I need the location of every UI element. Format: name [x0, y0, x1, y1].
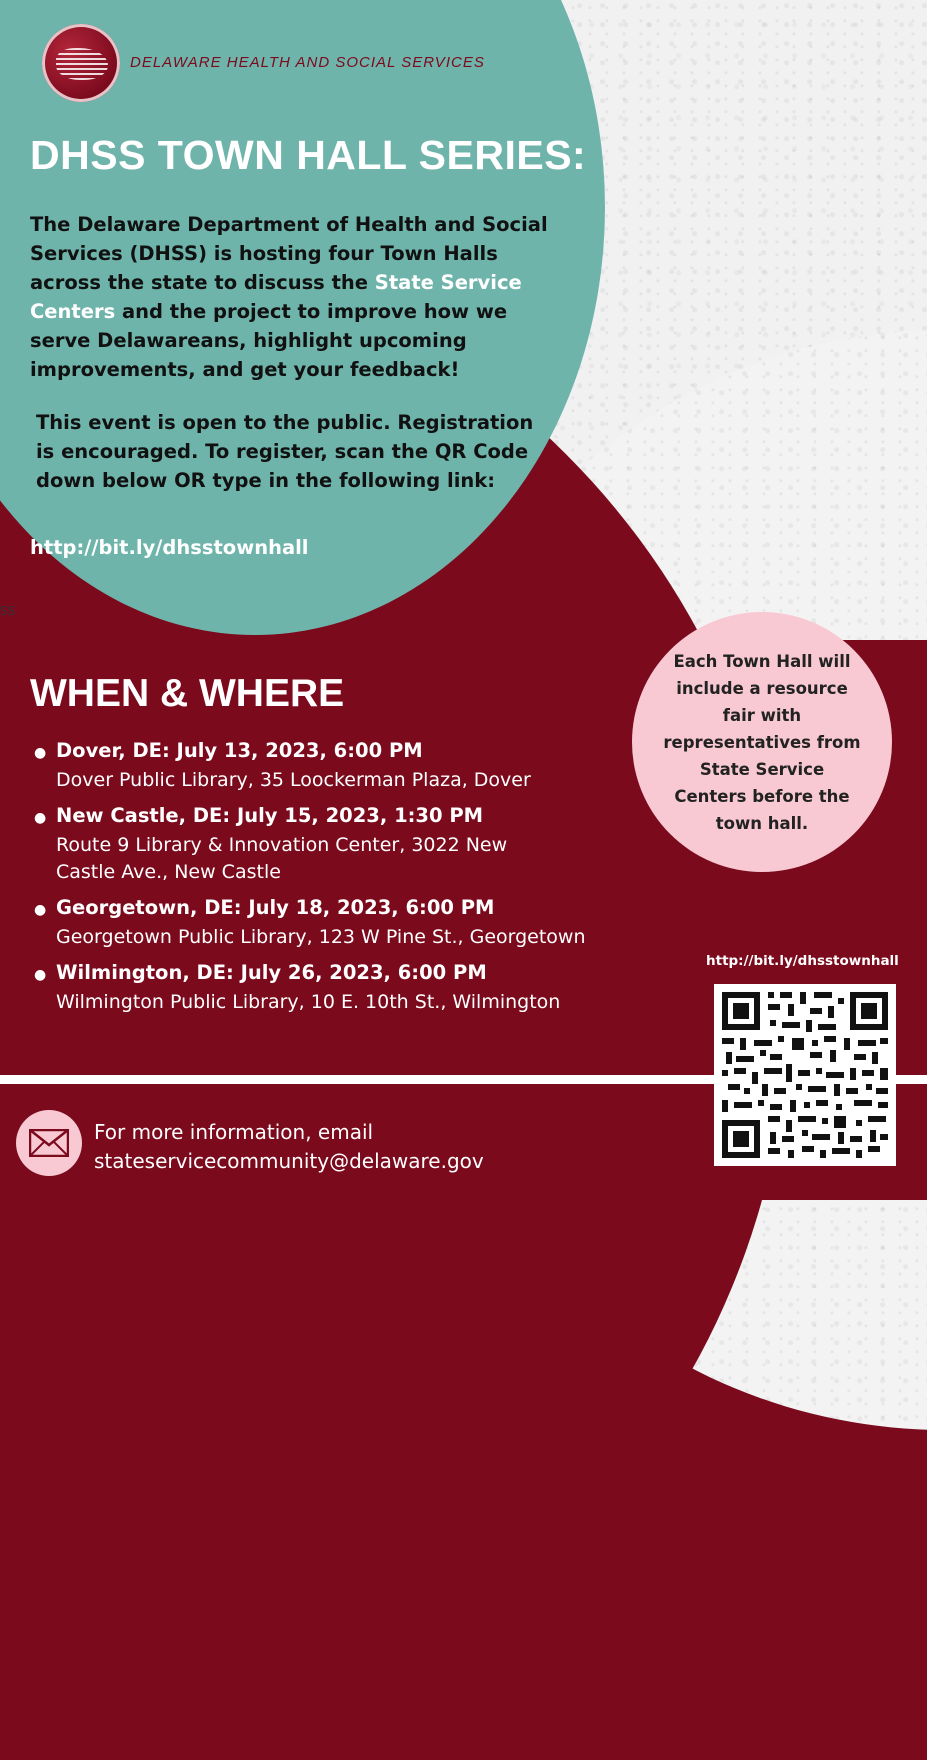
- event-heading: Wilmington, DE: July 26, 2023, 6:00 PM: [56, 961, 487, 984]
- dhss-logo: [42, 24, 120, 102]
- mail-icon: [16, 1110, 82, 1176]
- stray-text: SS: [0, 604, 16, 618]
- contact-email[interactable]: stateservicecommunity@delaware.gov: [94, 1149, 484, 1173]
- list-item: [30, 960, 670, 1016]
- intro-paragraph-2: This event is open to the public. Registration is encouraged. To register, scan the QR Code down below OR type in the following link:: [36, 411, 534, 492]
- callout-text: Each Town Hall will include a resource fair with representatives from State Service Centers before the town hall.: [663, 651, 861, 833]
- event-address: Wilmington Public Library, 10 E. 10th St., Wilmington: [56, 991, 561, 1013]
- event-address: Dover Public Library, 35 Loockerman Plaza, Dover: [56, 769, 531, 791]
- intro-paragraph-1: The Delaware Department of Health and Social Services (DHSS) is hosting four Town Halls across the state to discuss the State Service Centers and the project to improve how we serve Delawareans, highlight upcoming improvements, and get your feedback!: [30, 213, 548, 381]
- events-list: [30, 738, 670, 1025]
- event-address: Georgetown Public Library, 123 W Pine St., Georgetown: [56, 926, 586, 948]
- list-item: [30, 895, 670, 951]
- bullet-icon: ●: [34, 745, 47, 761]
- event-address: Route 9 Library & Innovation Center, 3022 New Castle Ave., New Castle: [56, 834, 508, 883]
- registration-link[interactable]: http://bit.ly/dhsstownhall: [30, 536, 309, 559]
- org-name: DELAWARE HEALTH AND SOCIAL SERVICES: [130, 54, 485, 71]
- event-heading: Georgetown, DE: July 18, 2023, 6:00 PM: [56, 896, 495, 919]
- bullet-icon: ●: [34, 902, 47, 918]
- when-where-heading: WHEN & WHERE: [30, 672, 345, 715]
- page-title: DHSS TOWN HALL SERIES:: [30, 132, 587, 178]
- intro-text: [30, 210, 550, 519]
- contact-info: [94, 1118, 484, 1176]
- event-heading: New Castle, DE: July 15, 2023, 1:30 PM: [56, 804, 484, 827]
- qr-url[interactable]: http://bit.ly/dhsstownhall: [706, 953, 899, 969]
- list-item: [30, 803, 670, 886]
- qr-code[interactable]: [714, 984, 896, 1166]
- state-service-centers-highlight: State Service Centers: [30, 271, 522, 323]
- list-item: [30, 738, 670, 794]
- contact-label: For more information, email: [94, 1120, 374, 1144]
- event-heading: Dover, DE: July 13, 2023, 6:00 PM: [56, 739, 423, 762]
- bullet-icon: ●: [34, 967, 47, 983]
- bullet-icon: ●: [34, 810, 47, 826]
- resource-fair-callout: [632, 612, 892, 872]
